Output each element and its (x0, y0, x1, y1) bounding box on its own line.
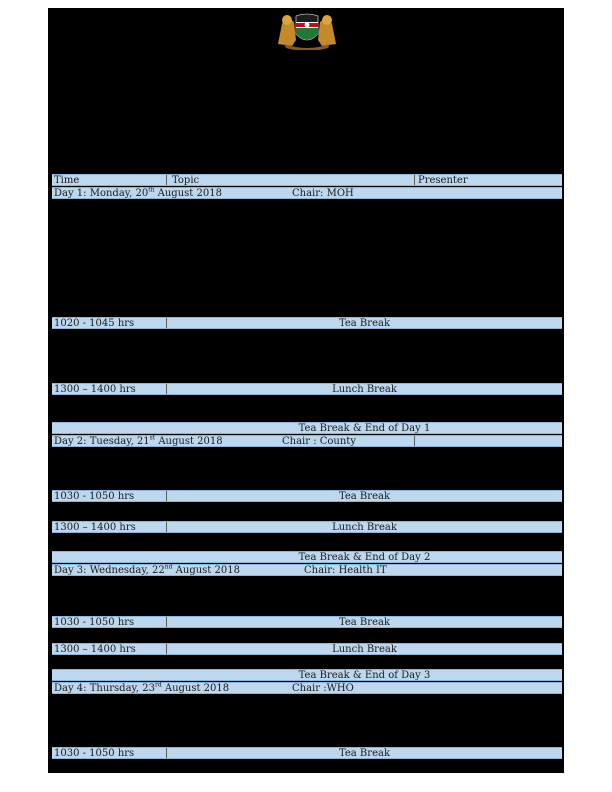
day-2-row (52, 435, 562, 447)
end-of-day-2-label: Tea Break & End of Day 2 (298, 552, 431, 563)
day-3-date: Day 3: Wednesday, 22nd August 2018 (54, 563, 240, 576)
column-divider (414, 175, 415, 185)
day-3-row (52, 564, 562, 576)
end-of-day-1-label: Tea Break & End of Day 1 (298, 423, 431, 434)
tea-time: 1030 - 1050 hrs (54, 491, 135, 502)
day-2-date: Day 2: Tuesday, 21st August 2018 (54, 434, 223, 447)
header-presenter: Presenter (418, 175, 468, 186)
lunch-time: 1300 – 1400 hrs (54, 644, 136, 655)
column-divider (414, 436, 415, 446)
tea-break-label: Tea Break (338, 748, 391, 759)
day-1-tea-row (52, 317, 562, 329)
tea-break-label: Tea Break (338, 617, 391, 628)
day-2-end-row (52, 551, 562, 563)
tea-time: 1030 - 1050 hrs (54, 617, 135, 628)
header-topic: Topic (172, 175, 200, 186)
day-3-end-row (52, 669, 562, 681)
tea-break-label: Tea Break (338, 318, 391, 329)
column-divider (166, 175, 167, 185)
table-header-row (52, 174, 562, 186)
tea-time: 1030 - 1050 hrs (54, 748, 135, 759)
header-time: Time (54, 175, 80, 186)
day-1-end-row (52, 422, 562, 434)
tea-break-label: Tea Break (338, 491, 391, 502)
coat-of-arms-logo (274, 10, 340, 50)
day-2-lunch-row (52, 521, 562, 533)
lunch-time: 1300 – 1400 hrs (54, 522, 136, 533)
day-4-date: Day 4: Thursday, 23rd August 2018 (54, 681, 230, 694)
day-1-chair: Chair: MOH (292, 188, 354, 199)
lunch-time: 1300 – 1400 hrs (54, 384, 136, 395)
tea-time: 1020 - 1045 hrs (54, 318, 135, 329)
lunch-break-label: Lunch Break (332, 384, 397, 395)
day-2-tea-row (52, 490, 562, 502)
day-3-lunch-row (52, 643, 562, 655)
day-2-chair: Chair : County (282, 436, 356, 447)
day-4-tea-row (52, 747, 562, 759)
day-4-row (52, 682, 562, 694)
lunch-break-label: Lunch Break (332, 644, 397, 655)
day-3-tea-row (52, 616, 562, 628)
day-1-row (52, 187, 562, 199)
day-3-chair: Chair: Health IT (304, 565, 387, 576)
day-1-date: Day 1: Monday, 20th August 2018 (54, 186, 222, 199)
end-of-day-3-label: Tea Break & End of Day 3 (298, 670, 431, 681)
day-4-chair: Chair :WHO (292, 683, 354, 694)
lunch-break-label: Lunch Break (332, 522, 397, 533)
day-1-lunch-row (52, 383, 562, 395)
